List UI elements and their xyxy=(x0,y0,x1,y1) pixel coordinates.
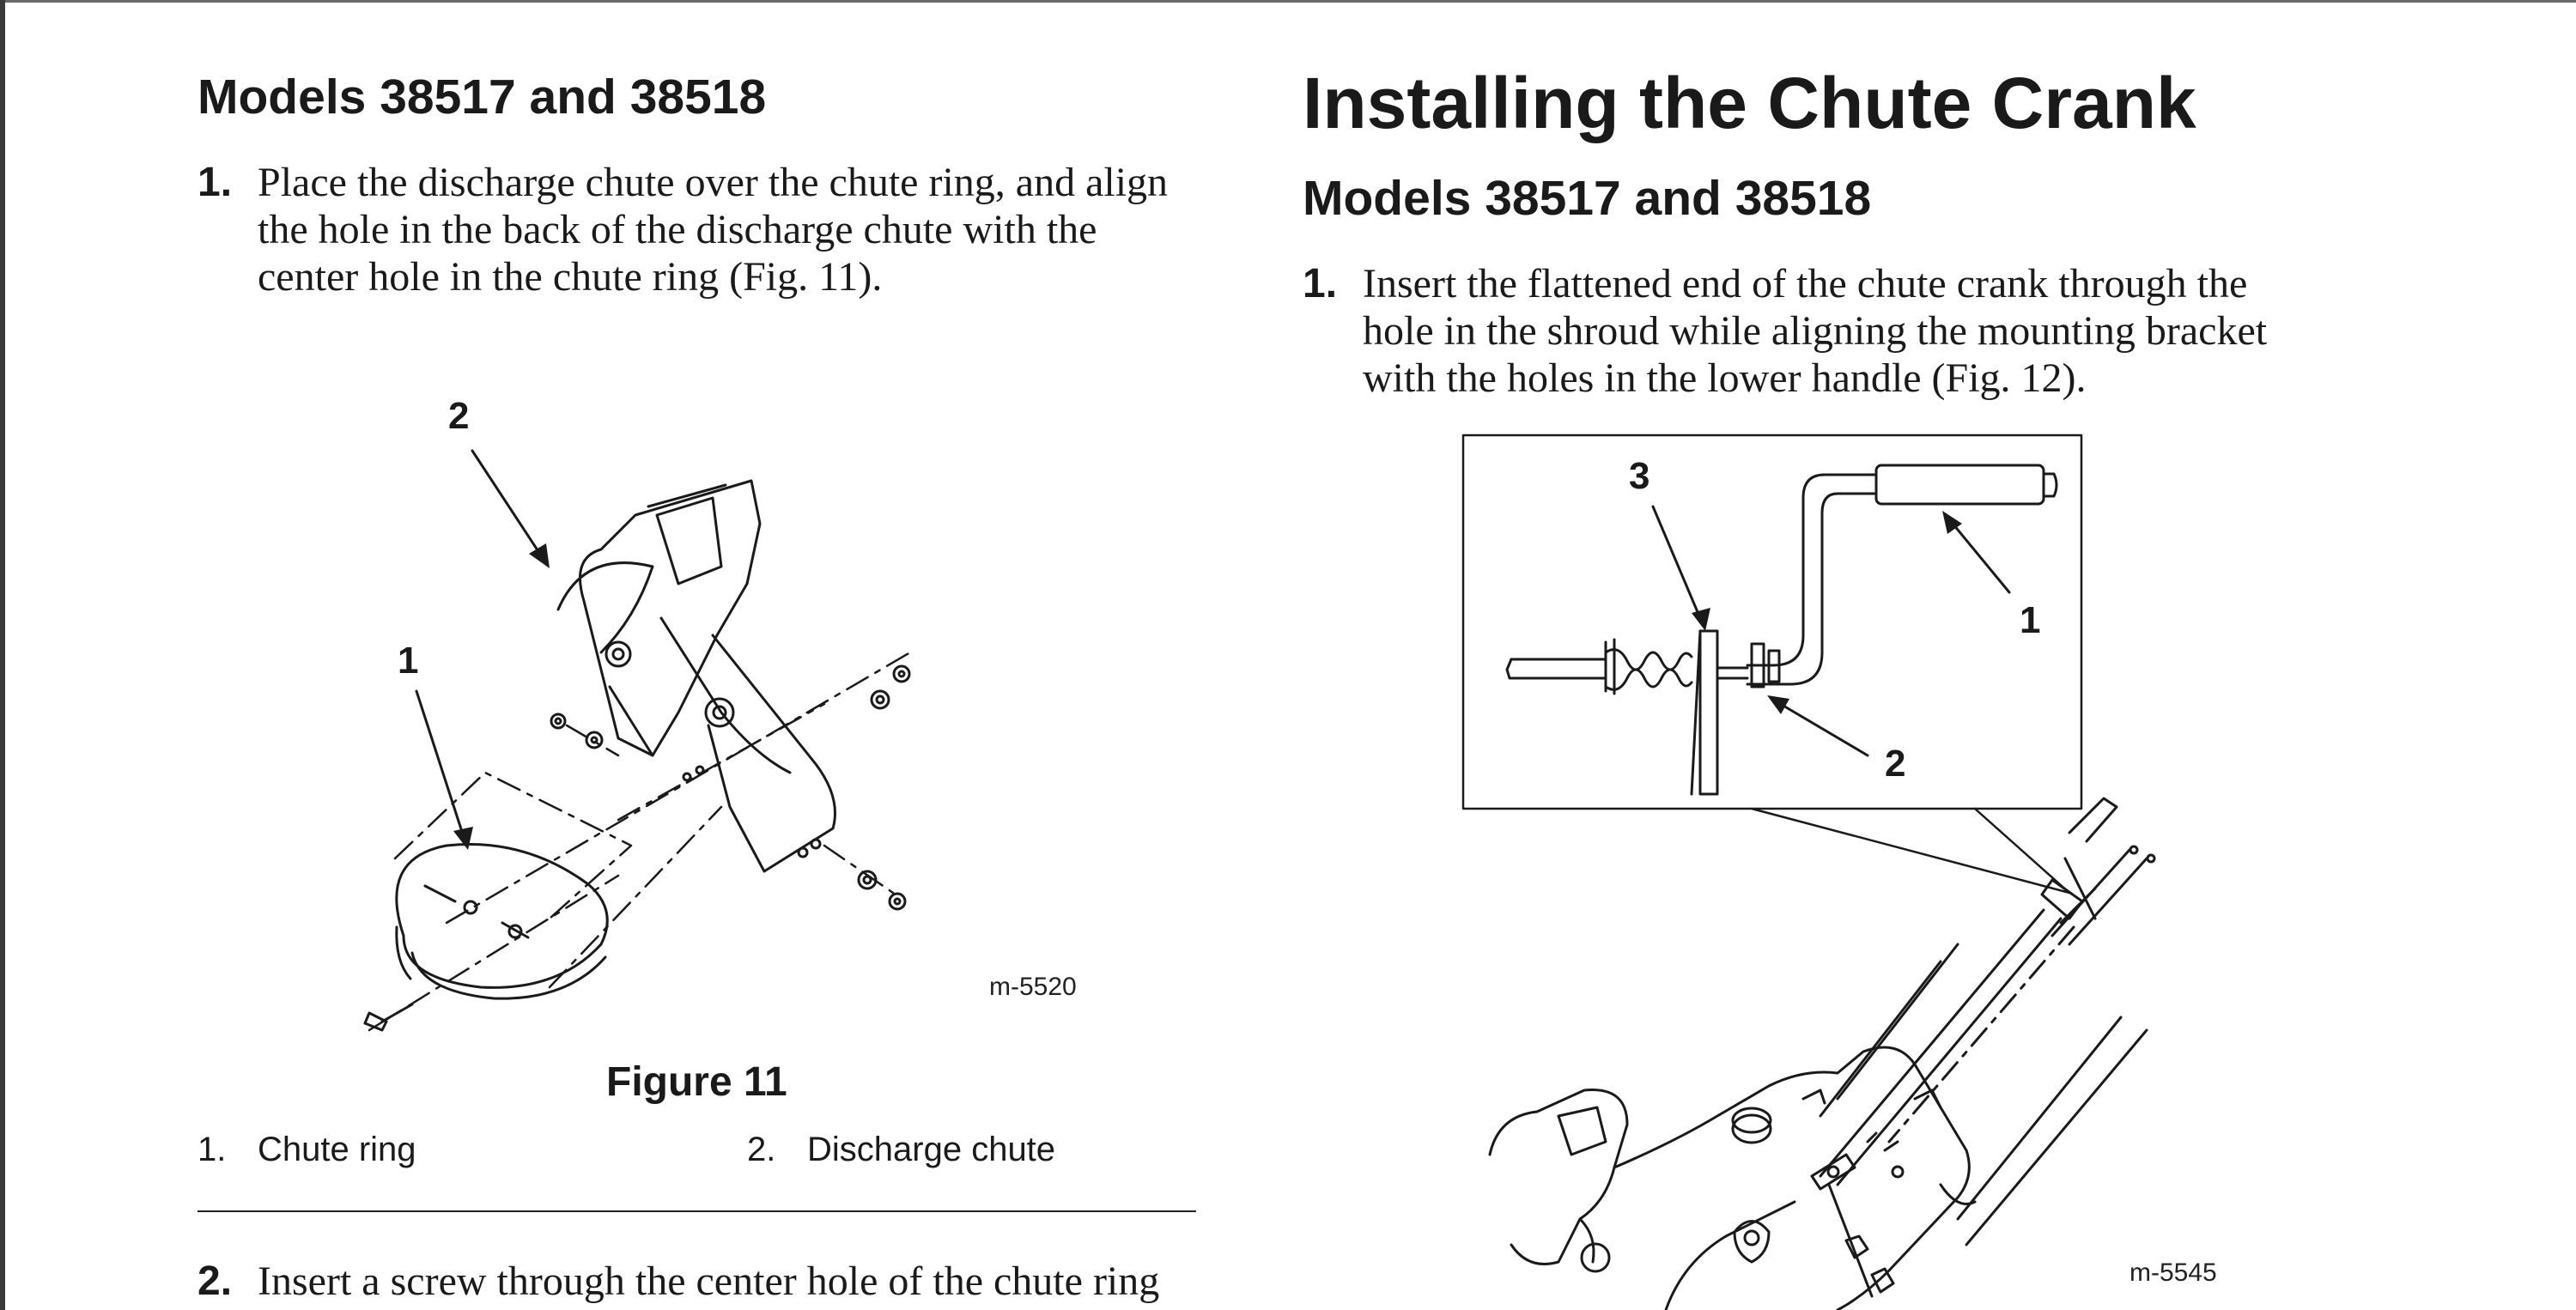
left-step-1-line: Place the discharge chute over the chute ring, and align xyxy=(258,160,1169,205)
legend-number: 2. xyxy=(747,1131,776,1168)
figure-12-chute-crank-detail xyxy=(1507,465,2057,794)
right-step-1-line: with the holes in the lower handle (Fig. 12). xyxy=(1363,355,2087,401)
right-step-1-line: Insert the flattened end of the chute crank through the xyxy=(1363,261,2248,306)
figure-12-snowthrower-body xyxy=(1490,1047,1975,1310)
figure-12-handle xyxy=(1820,798,2154,1245)
left-step-1-number: 1. xyxy=(197,160,233,205)
right-step-1-line: hole in the shroud while aligning the mounting bracket xyxy=(1363,308,2268,354)
page-title: Installing the Chute Crank xyxy=(1303,63,2196,143)
left-step-2-number: 2. xyxy=(197,1258,233,1304)
figure-11-caption: Figure 11 xyxy=(606,1059,787,1105)
legend-label: Discharge chute xyxy=(807,1131,1056,1168)
figure-11-code: m-5520 xyxy=(989,973,1077,1001)
figure-12-arrow-3 xyxy=(1653,506,1710,631)
left-step-1-line: center hole in the chute ring (Fig. 11). xyxy=(258,254,883,300)
figure-11-callout-2: 2 xyxy=(448,395,470,437)
figure-11-callout-1: 1 xyxy=(398,640,419,682)
figure-12-callout-2: 2 xyxy=(1885,743,1906,785)
left-step-2-text: Insert a screw through the center hole of the chute ring xyxy=(258,1258,1160,1304)
figure-12-arrow-2 xyxy=(1767,695,1868,755)
figure-12-arrow-1 xyxy=(1942,511,2009,592)
legend-number: 1. xyxy=(197,1131,227,1168)
figure-12-code: m-5545 xyxy=(2129,1258,2217,1287)
figure-12-callout-3: 3 xyxy=(1629,455,1650,497)
right-section-heading: Models 38517 and 38518 xyxy=(1303,171,1872,226)
legend-label: Chute ring xyxy=(258,1131,416,1168)
left-section-heading: Models 38517 and 38518 xyxy=(197,70,767,124)
right-step-1-number: 1. xyxy=(1303,261,1338,306)
figure-12-callout-1: 1 xyxy=(2020,599,2041,641)
left-step-1-line: the hole in the back of the discharge chute with the xyxy=(258,207,1097,252)
